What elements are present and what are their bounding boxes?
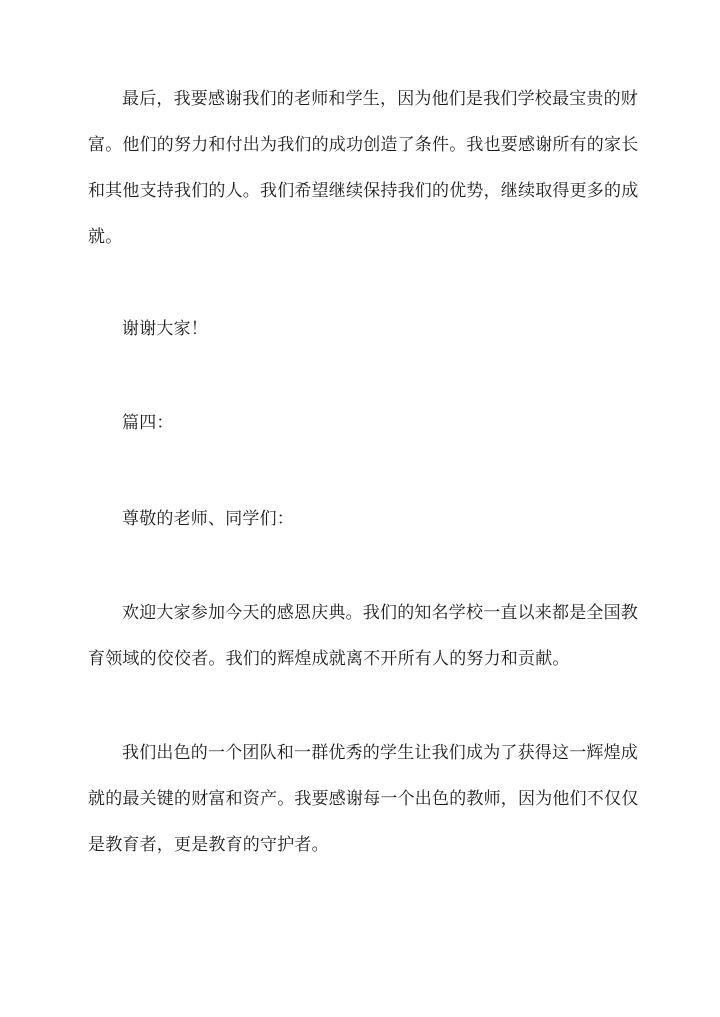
paragraph-1-line-4: 就。 [88,227,123,247]
paragraph-3-line-1: 我们出色的一个团队和一群优秀的学生让我们成为了获得这一辉煌成 [122,743,638,763]
paragraph-1-line-2: 富。他们的努力和付出为我们的成功创造了条件。我也要感谢所有的家长 [88,135,639,155]
paragraph-2-line-2: 育领域的佼佼者。我们的辉煌成就离不开所有人的努力和贡献。 [88,649,570,669]
paragraph-1-line-3: 和其他支持我们的人。我们希望继续保持我们的优势，继续取得更多的成 [88,181,639,201]
closing-thanks: 谢谢大家！ [122,319,208,339]
paragraph-3-line-3: 是教育者，更是教育的守护者。 [88,835,329,855]
paragraph-3-line-2: 就的最关键的财富和资产。我要感谢每一个出色的教师，因为他们不仅仅 [88,789,639,809]
paragraph-1-line-1: 最后，我要感谢我们的老师和学生，因为他们是我们学校最宝贵的财 [122,89,638,109]
paragraph-2-line-1: 欢迎大家参加今天的感恩庆典。我们的知名学校一直以来都是全国教 [122,603,638,623]
section-heading: 篇四： [122,413,174,433]
salutation: 尊敬的老师、同学们： [122,509,294,529]
